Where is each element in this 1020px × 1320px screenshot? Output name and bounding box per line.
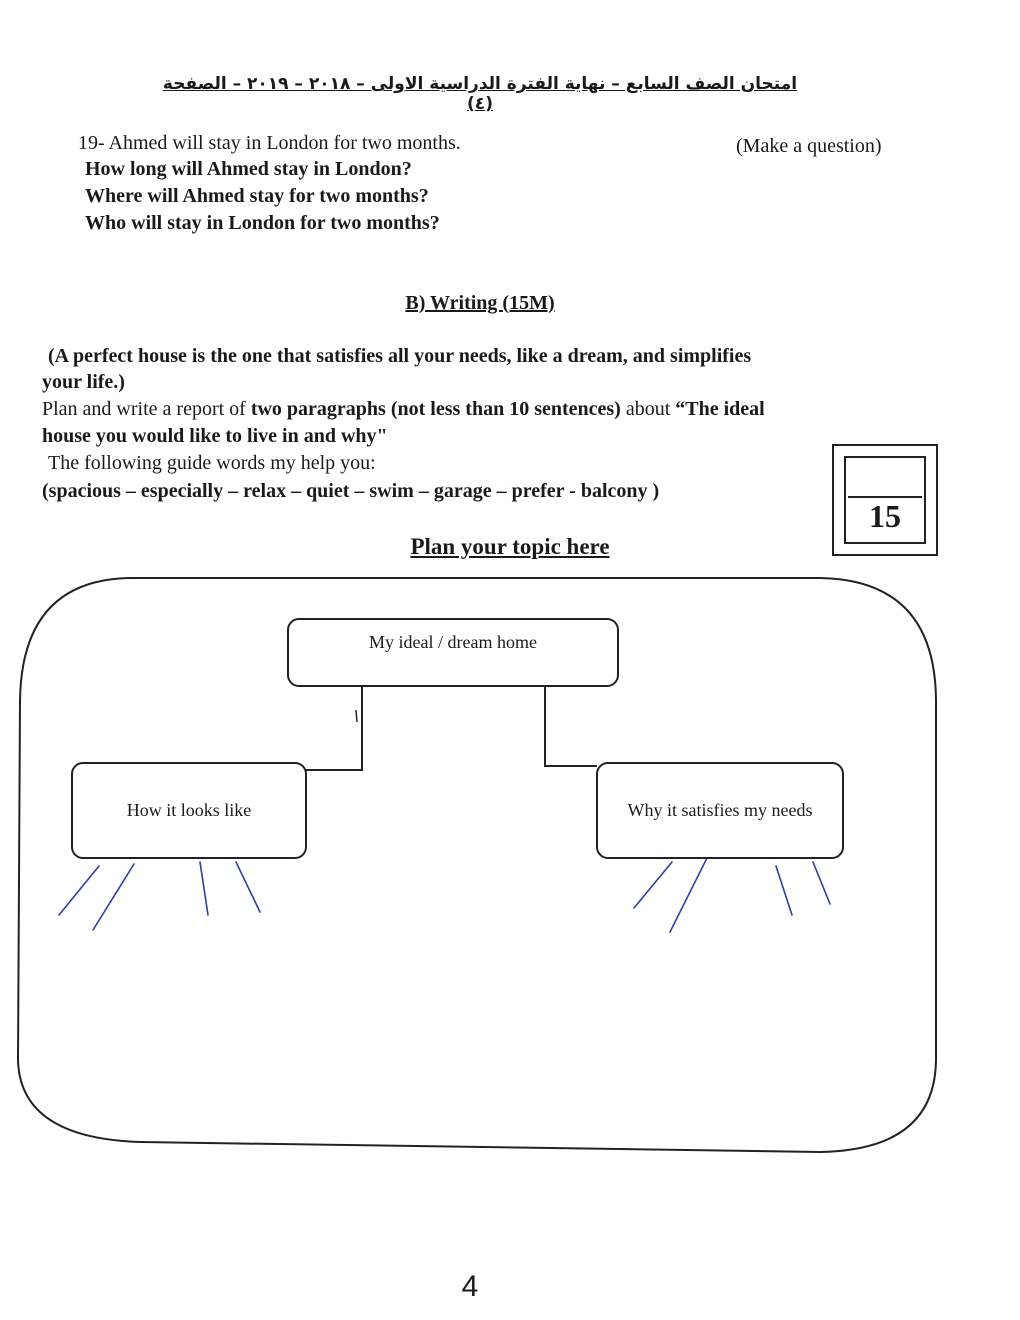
- right-node-label: Why it satisfies my needs: [627, 800, 813, 820]
- question-19-prompt: 19- Ahmed will stay in London for two months.: [78, 132, 461, 154]
- left-stroke-3: [200, 862, 208, 915]
- left-stroke-4: [236, 862, 260, 912]
- left-brainstorm-strokes: [59, 862, 260, 930]
- left-stroke-2: [93, 864, 134, 930]
- task-topic-1: “The ideal: [675, 398, 765, 420]
- pen-tick: [356, 710, 357, 722]
- writing-section-title: B) Writing (15M): [405, 292, 555, 314]
- right-stroke-1: [634, 862, 672, 908]
- answer-3: Who will stay in London for two months?: [85, 212, 440, 234]
- answer-1: How long will Ahmed stay in London?: [85, 158, 412, 180]
- answer-2: Where will Ahmed stay for two months?: [85, 185, 429, 207]
- guide-words: (spacious – especially – relax – quiet – swim – garage – prefer - balcony ): [42, 480, 660, 502]
- task-about: about: [620, 398, 676, 420]
- left-node-label: How it looks like: [126, 800, 252, 820]
- left-node: [71, 762, 307, 859]
- plan-title: Plan your topic here: [410, 534, 610, 559]
- task-line-2: house you would like to live in and why": [42, 425, 388, 447]
- right-node: [596, 762, 844, 859]
- task-bold: two paragraphs (not less than 10 sentences): [250, 398, 621, 420]
- connector-right: [545, 686, 597, 766]
- score-total: 15: [869, 498, 901, 534]
- quote-line-1: (A perfect house is the one that satisfies all your needs, like a dream, and simplifies: [48, 345, 752, 367]
- center-node: [287, 618, 619, 687]
- connector-left: [306, 686, 362, 770]
- right-stroke-3: [776, 866, 792, 915]
- right-brainstorm-strokes: [634, 858, 830, 932]
- guide-intro: The following guide words my help you:: [48, 452, 376, 474]
- left-stroke-1: [59, 866, 99, 915]
- quote-line-2: your life.): [42, 371, 125, 393]
- center-node-label: My ideal / dream home: [369, 632, 537, 652]
- task-normal: Plan and write a report of: [42, 398, 251, 420]
- exam-header: امتحان الصف السابع – نهاية الفترة الدراسية الاولى – ٢٠١٨ – ٢٠١٩ – الصفحة (٤): [162, 74, 798, 114]
- right-stroke-4: [813, 862, 830, 904]
- right-stroke-2: [670, 858, 707, 932]
- page-number: 4: [461, 1270, 479, 1303]
- question-19-instruction: (Make a question): [736, 135, 882, 157]
